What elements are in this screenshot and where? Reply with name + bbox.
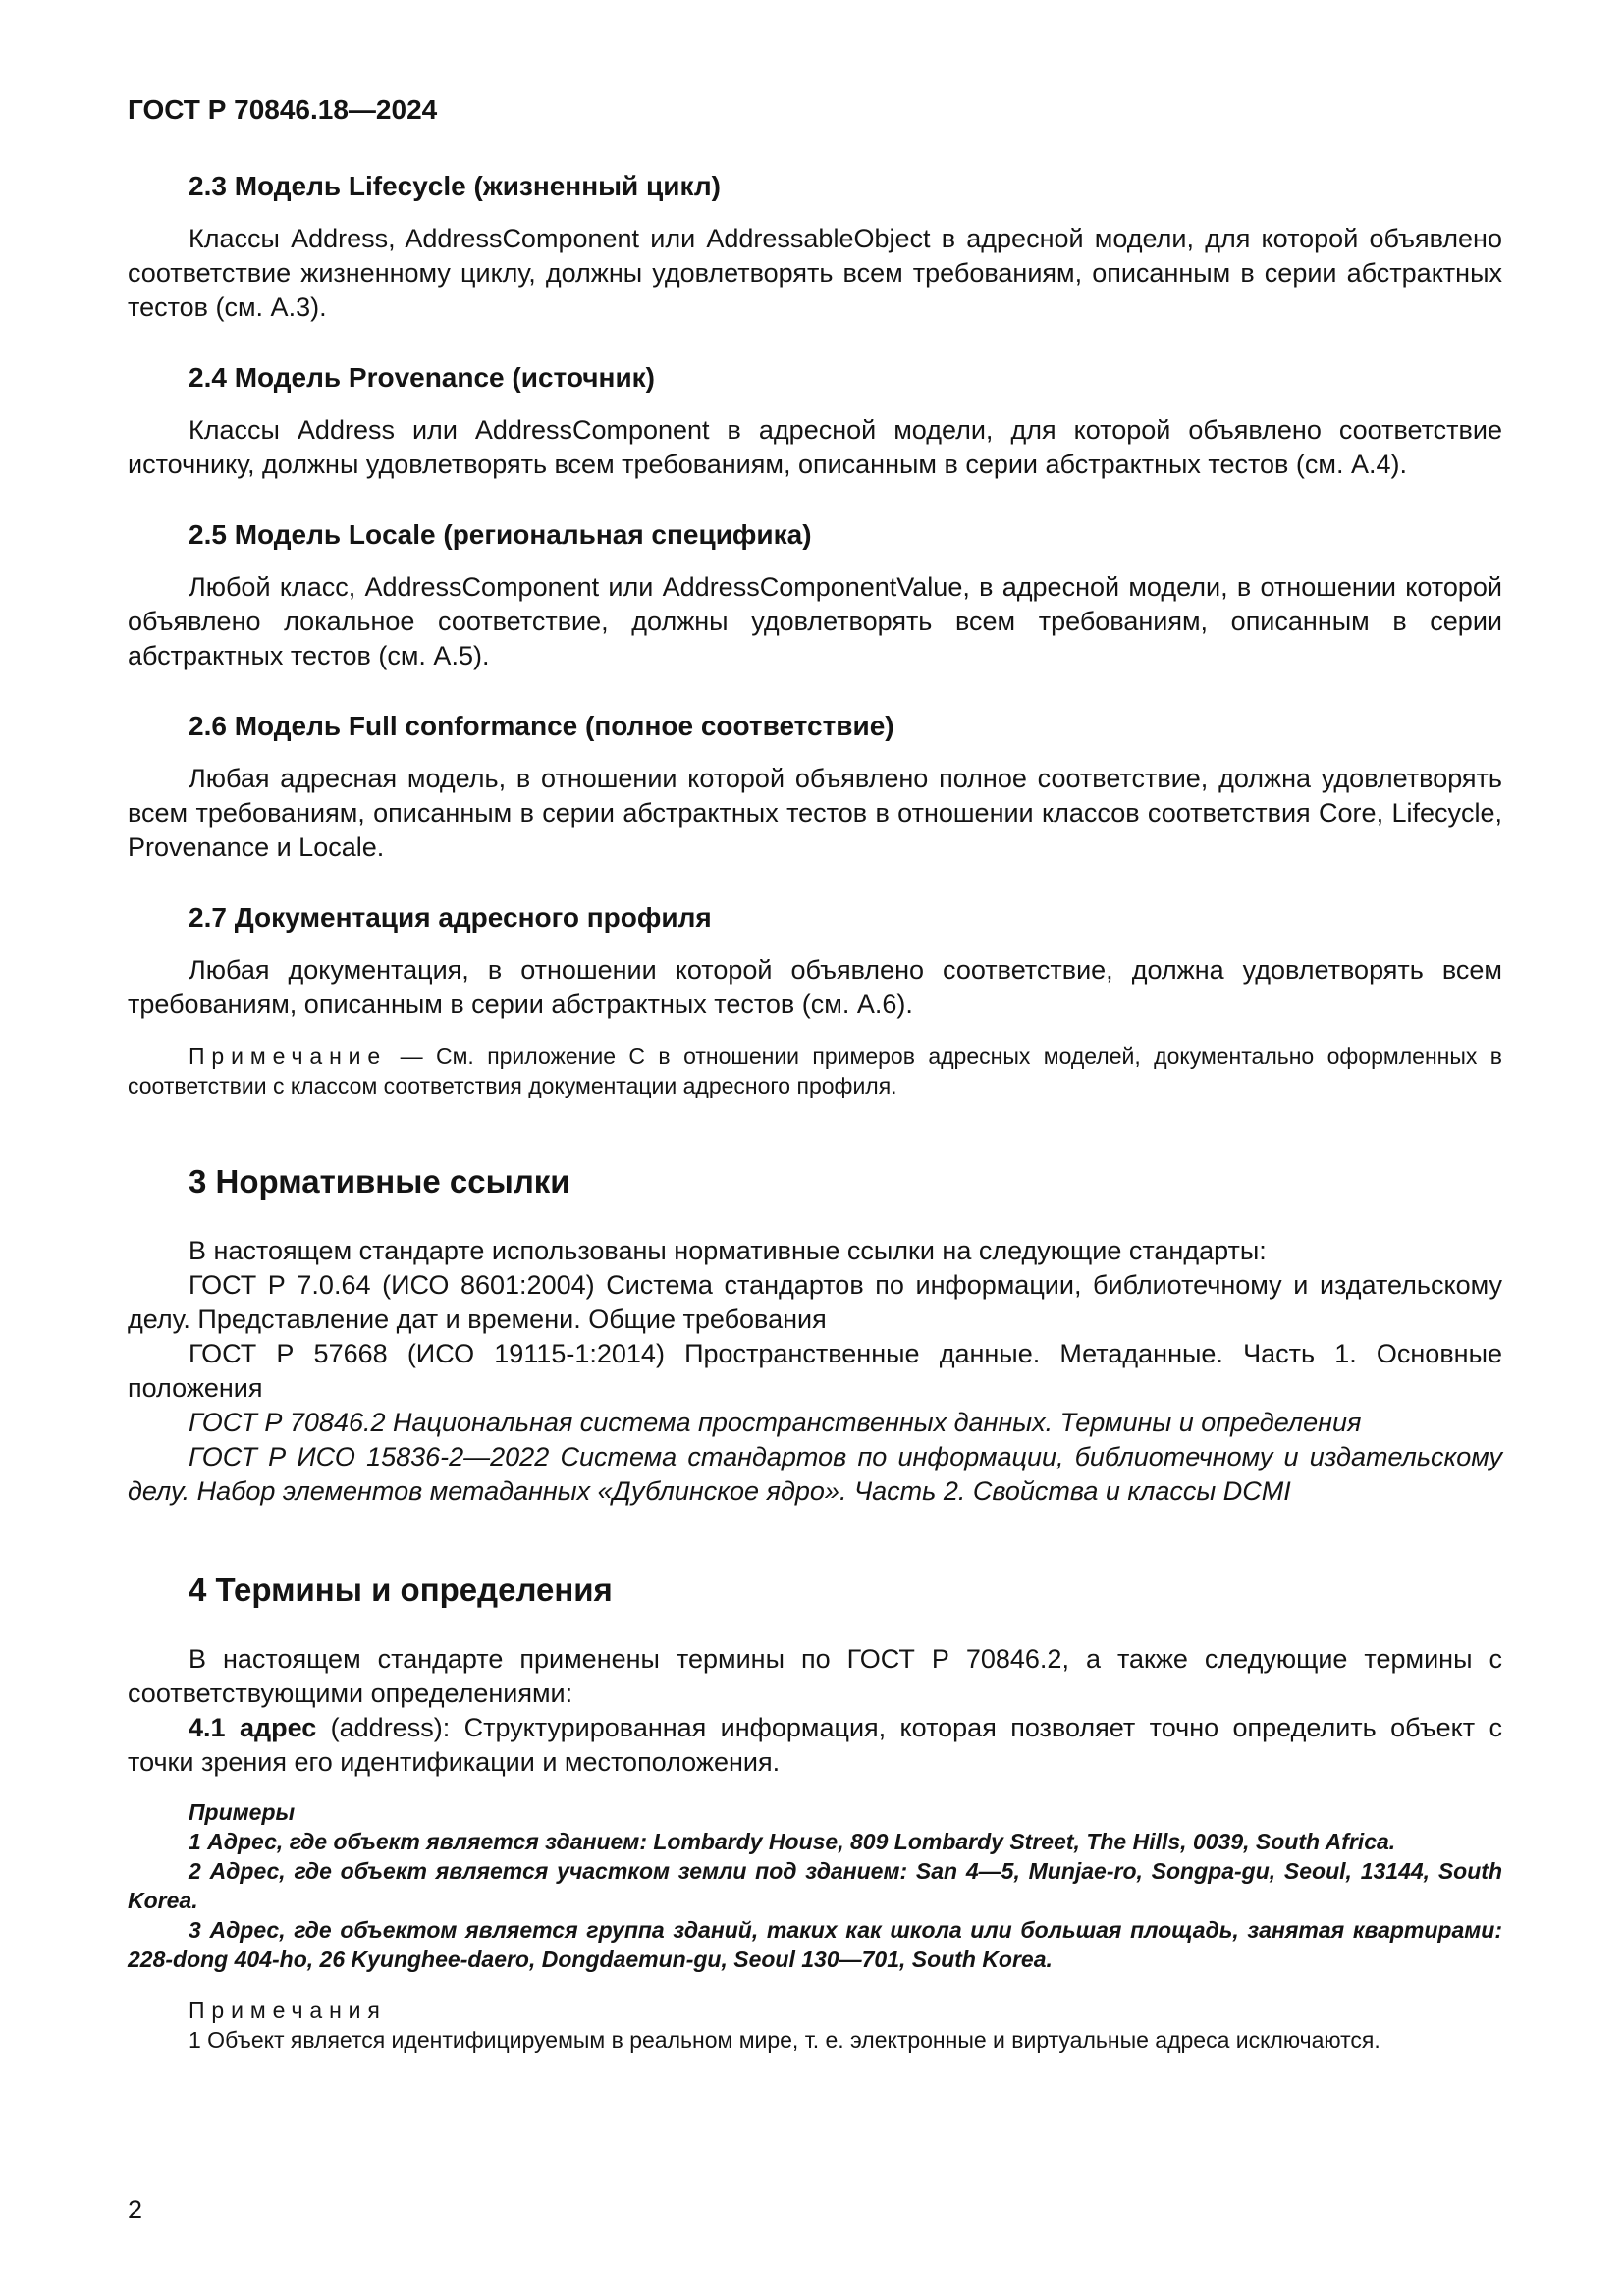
note-text: — См. приложение С в отношении примеров адресных моделей, документально оформленных в соответствии с классом соответствия документации адресного профиля. [128, 1043, 1503, 1098]
term-text: (address): Структурированная информация, которая позволяет точно определить объект с точки зрения его идентификации и местоположения. [128, 1713, 1502, 1777]
note-1: 1 Объект является идентифицируемым в реальном мире, т. е. электронные и виртуальные адреса исключаются. [189, 2027, 1380, 2053]
document-header: ГОСТ Р 70846.18—2024 [128, 94, 438, 125]
section-3-intro: В настоящем стандарте использованы нормативные ссылки на следующие стандарты: [189, 1236, 1267, 1265]
reference-gost-iso-15836-2: ГОСТ Р ИСО 15836-2—2022 Система стандартов по информации, библиотечному и издательскому делу. Набор элементов метаданных «Дублинское ядро». Часть 2. Свойства и классы DCMI [128, 1442, 1502, 1506]
section-2-4-paragraph: Классы Address или AddressComponent в адресной модели, для которой объявлено соответствие источнику, должны удовлетворять всем требованиям, описанным в серии абстрактных тестов (см. А.4). [128, 415, 1502, 479]
section-4-title: 4 Термины и определения [189, 1572, 613, 1608]
reference-gost-57668: ГОСТ Р 57668 (ИСО 19115-1:2014) Пространственные данные. Метаданные. Часть 1. Основные положения [128, 1339, 1502, 1403]
reference-gost-70846-2: ГОСТ Р 70846.2 Национальная система пространственных данных. Термины и определения [189, 1408, 1362, 1437]
term-number: 4.1 [189, 1713, 226, 1742]
notes-label-text: Примечания [189, 1998, 387, 2023]
section-2-4-title: 2.4 Модель Provenance (источник) [189, 362, 655, 393]
examples-label: Примеры [189, 1799, 296, 1825]
section-2-7-title: 2.7 Документация адресного профиля [189, 902, 712, 933]
example-1: 1 Адрес, где объект является зданием: Lombardy House, 809 Lombardy Street, The Hills, 0039, South Africa. [189, 1829, 1396, 1854]
notes-label [128, 1996, 1502, 2025]
page-number: 2 [128, 2195, 143, 2224]
section-2-6-title: 2.6 Модель Full conformance (полное соответствие) [189, 711, 894, 741]
term-definition-4-1 [128, 1711, 1502, 1780]
example-2: 2 Адрес, где объект является участком земли под зданием: San 4—5, Munjae-ro, Songpa-gu, Seoul, 13144, South Korea. [128, 1858, 1502, 1913]
section-2-7-paragraph: Любая документация, в отношении которой объявлено соответствие, должна удовлетворять всем требованиям, описанным в серии абстрактных тестов (см. А.6). [128, 955, 1502, 1019]
section-2-5-paragraph: Любой класс, AddressComponent или AddressComponentValue, в адресной модели, в отношении которой объявлено локальное соответствие, должны удовлетворять всем требованиям, описанным в серии абстрактных тестов (см. А.5). [128, 572, 1502, 670]
section-2-3-title: 2.3 Модель Lifecycle (жизненный цикл) [189, 171, 721, 201]
note-label: Примечание [189, 1043, 388, 1069]
section-3-title: 3 Нормативные ссылки [189, 1163, 570, 1200]
reference-gost-7-0-64: ГОСТ Р 7.0.64 (ИСО 8601:2004) Система стандартов по информации, библиотечному и издательскому делу. Представление дат и времени. Общие требования [128, 1270, 1502, 1334]
section-2-6-paragraph: Любая адресная модель, в отношении которой объявлено полное соответствие, должна удовлетворять всем требованиям, описанным в серии абстрактных тестов в отношении классов соответствия Core, Lifecycle, Provenance и Locale. [128, 764, 1502, 862]
section-2-5-title: 2.5 Модель Locale (региональная специфика) [189, 519, 812, 550]
section-2-3-paragraph: Классы Address, AddressComponent или AddressableObject в адресной модели, для которой объявлено соответствие жизненному циклу, должны удовлетворять всем требованиям, описанным в серии абстрактных тестов (см. А.3). [128, 224, 1502, 322]
section-4-intro: В настоящем стандарте применены термины по ГОСТ Р 70846.2, а также следующие термины с соответствующими определениями: [128, 1644, 1502, 1708]
section-2-7-note [128, 1041, 1502, 1100]
example-3: 3 Адрес, где объектом является группа зданий, таких как школа или большая площадь, занятая квартирами: 228-dong 404-ho, 26 Kyunghee-daero, Dongdaemun-gu, Seoul 130—701, South Korea. [128, 1917, 1502, 1972]
term-word: адрес [239, 1713, 317, 1742]
